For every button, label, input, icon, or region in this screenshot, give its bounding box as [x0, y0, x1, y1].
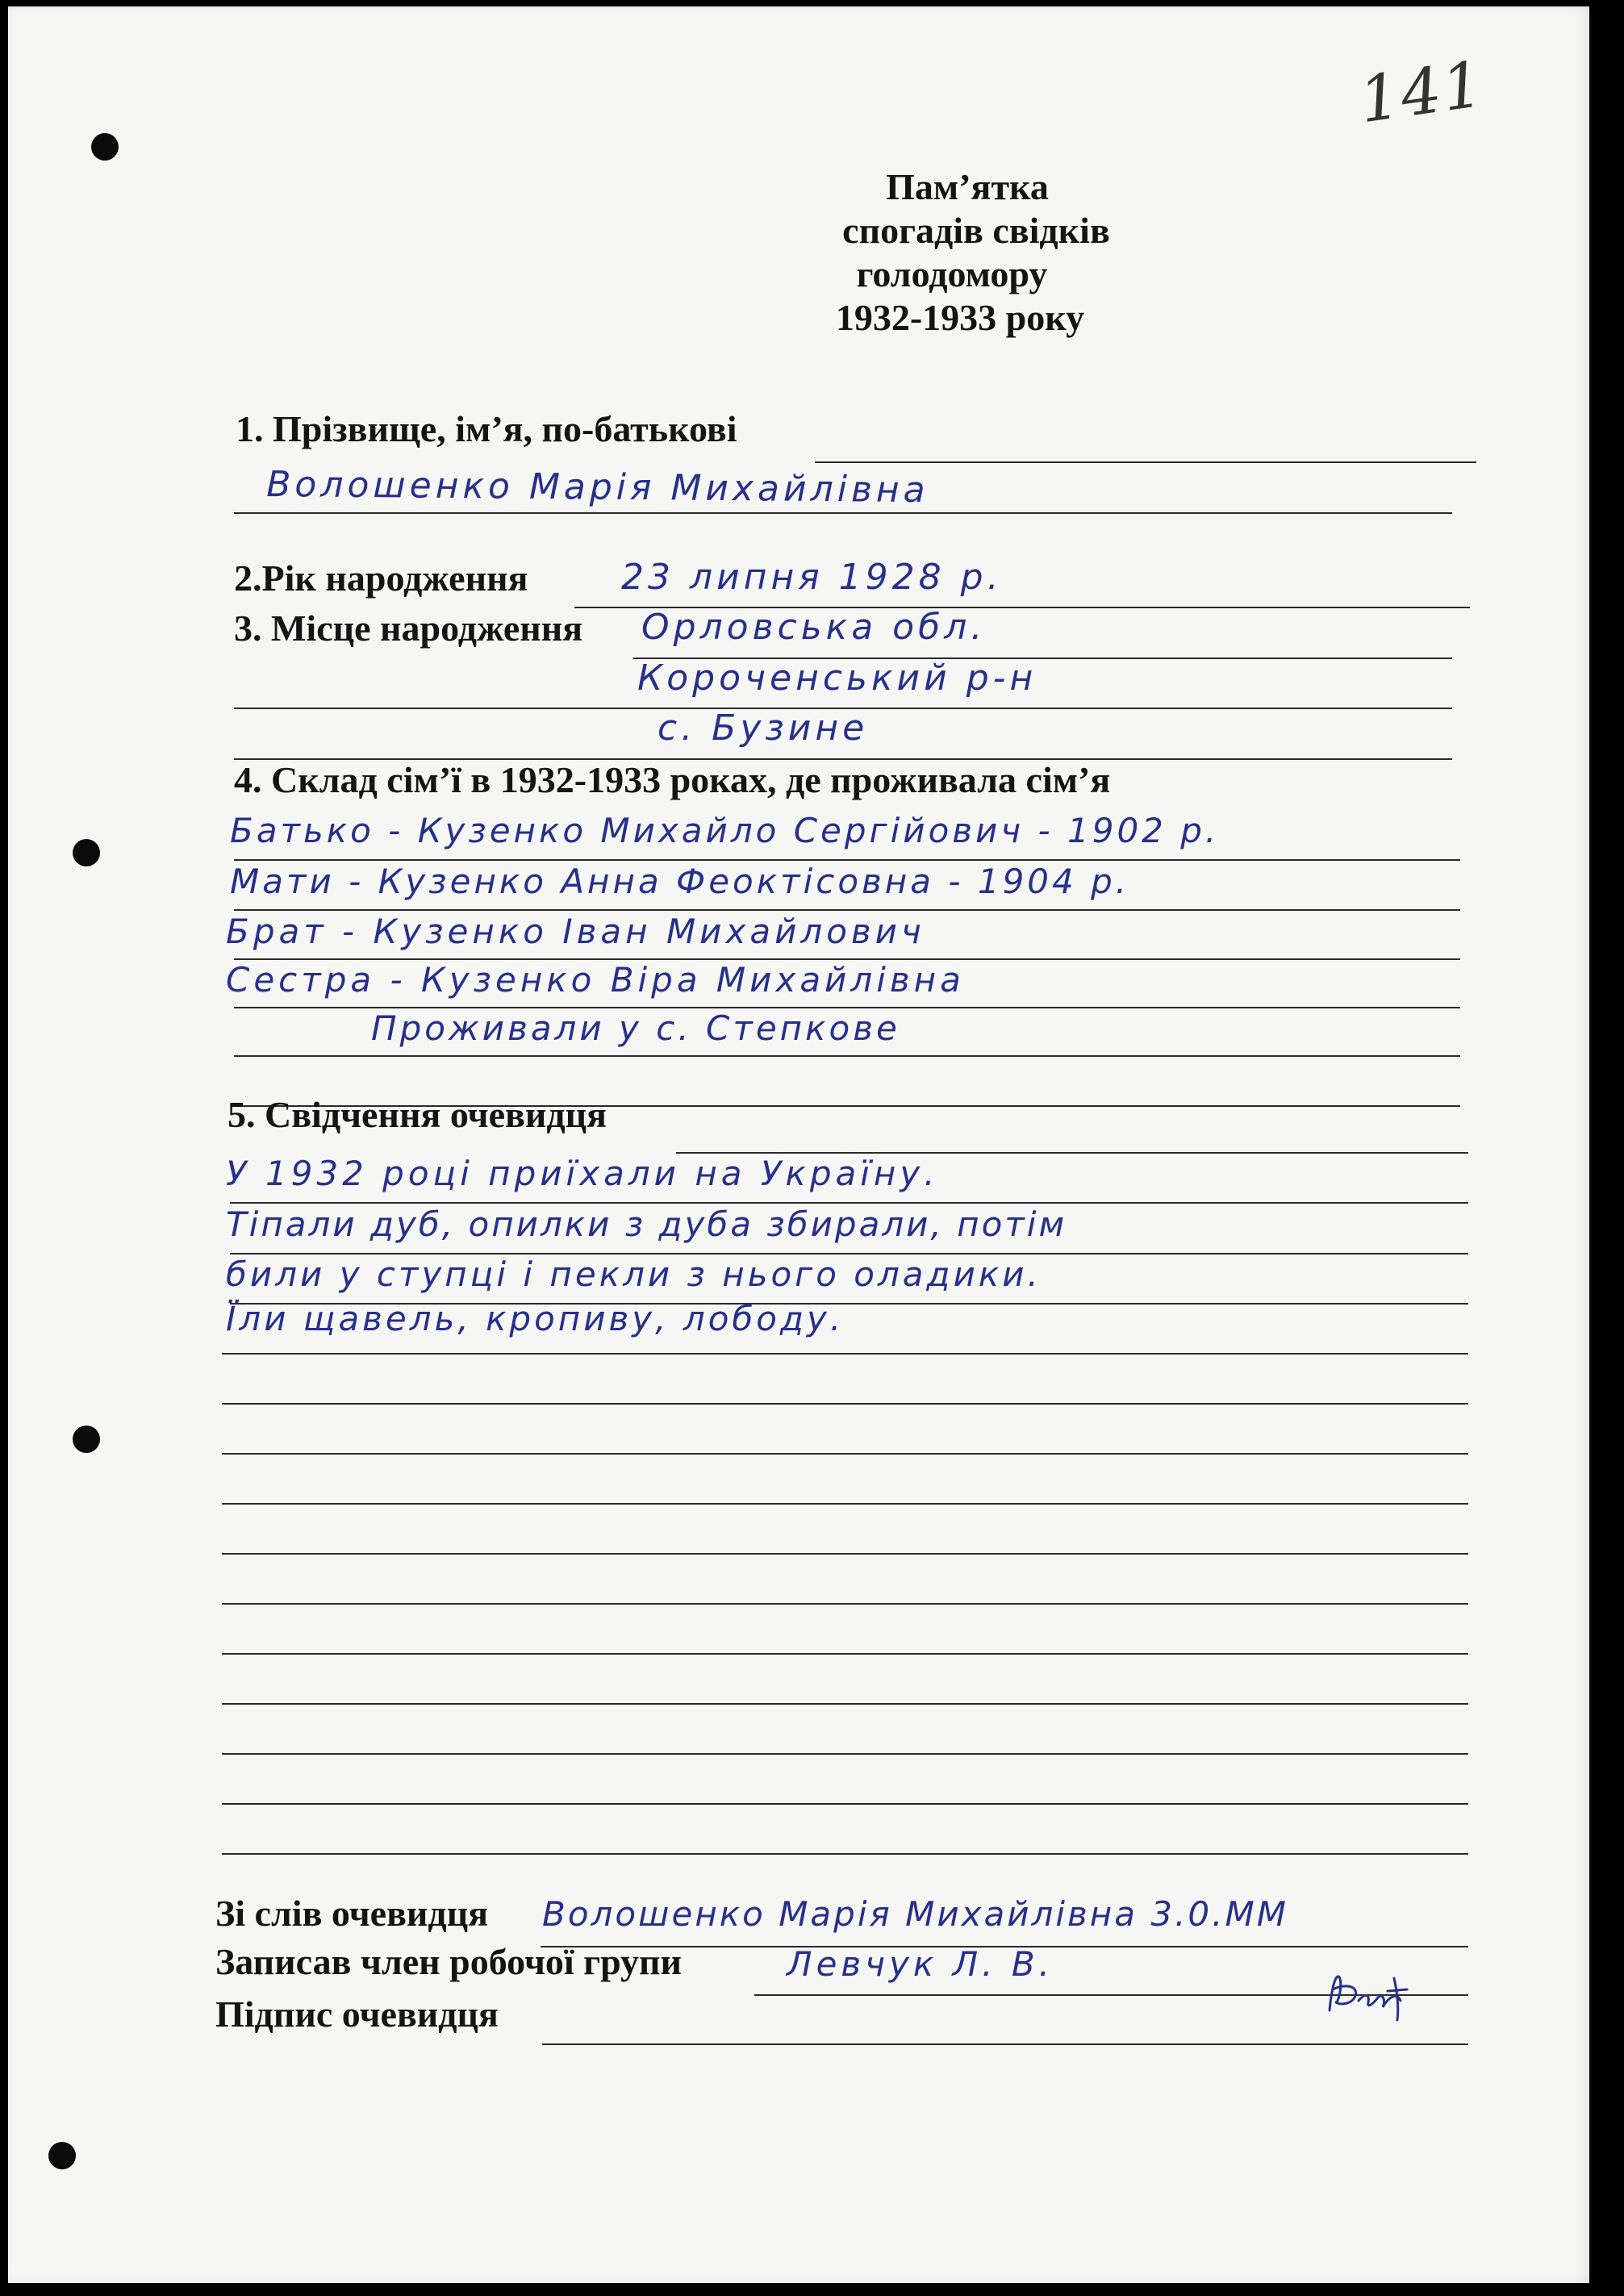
family-rule-1 [234, 859, 1460, 861]
testimony-rule-12 [222, 1753, 1468, 1755]
name-line-1 [815, 461, 1476, 463]
recorder-signature [1323, 1968, 1412, 2025]
birth-place-line-2: Короченський р-н [637, 657, 1037, 699]
testimony-rule-11 [222, 1703, 1468, 1705]
testimony-line-2: Тіпали дуб, опилки з дуба збирали, потім [226, 1204, 1067, 1244]
from-words-label: Зі слів очевидця [215, 1893, 489, 1934]
testimony-rule-1 [230, 1202, 1468, 1204]
document-title [686, 165, 1250, 340]
testimony-rule-6 [222, 1453, 1468, 1455]
name-value: Волошенко Марія Михайлівна [266, 464, 929, 511]
title-line-4: 1932-1933 року [835, 297, 1085, 338]
recorded-by-value: Левчук Л. В. [787, 1944, 1054, 1984]
page-number: 141 [1355, 48, 1489, 138]
recorded-by-label: Записав член робочої групи [215, 1941, 683, 1982]
testimony-rule-10 [222, 1653, 1468, 1655]
punch-hole-1 [91, 133, 119, 161]
name-label: 1. Прізвище, ім’я, по-батькові [236, 408, 737, 449]
family-line-2: Мати - Кузенко Анна Феоктісовна - 1904 р. [230, 862, 1130, 901]
punch-hole-4 [48, 2142, 76, 2169]
testimony-rule-4 [222, 1353, 1468, 1355]
birth-place-label: 3. Місце народження [234, 607, 583, 649]
testimony-rule-7 [222, 1503, 1468, 1505]
from-words-value: Волошенко Марія Михайлівна 3.0.ММ [542, 1894, 1288, 1934]
title-line-3: голодомору [856, 253, 1048, 294]
family-label: 4. Склад сім’ї в 1932-1933 роках, де проживала сім’я [234, 759, 1111, 800]
birth-place-line-1: Орловська обл. [641, 607, 987, 648]
testimony-label: 5. Свідчення очевидця [228, 1094, 607, 1135]
family-line-5: Проживали у с. Степкове [371, 1008, 900, 1048]
testimony-rule-9 [222, 1603, 1468, 1605]
signature-label: Підпис очевидця [215, 1993, 499, 2035]
family-line-4: Сестра - Кузенко Віра Михайлівна [226, 960, 965, 1000]
name-line-2 [234, 512, 1452, 514]
family-rule-5 [234, 1055, 1460, 1057]
signature-line [542, 2043, 1468, 2045]
birth-year-value: 23 липня 1928 р. [621, 557, 1003, 598]
testimony-rule-13 [222, 1803, 1468, 1805]
testimony-rule-5 [222, 1403, 1468, 1405]
family-line-1: Батько - Кузенко Михайло Сергійович - 1902 р. [230, 811, 1220, 850]
testimony-line-4: Їли щавель, кропиву, лободу. [226, 1299, 845, 1338]
title-line-1: Пам’ятка [886, 166, 1049, 207]
title-line-2: спогадів свідків [842, 210, 1110, 251]
testimony-line-1: У 1932 році приїхали на Україну. [226, 1154, 939, 1193]
birth-year-label: 2.Рік народження [234, 557, 528, 599]
testimony-line-3: били у ступці і пекли з нього оладики. [226, 1254, 1042, 1294]
family-line-3: Брат - Кузенко Іван Михайлович [226, 912, 925, 951]
testimony-rule-8 [222, 1553, 1468, 1555]
punch-hole-2 [73, 839, 100, 866]
testimony-rule-14 [222, 1853, 1468, 1855]
birth-place-line-3: с. Бузине [658, 708, 869, 749]
punch-hole-3 [73, 1426, 100, 1453]
family-rule-2 [234, 909, 1460, 911]
